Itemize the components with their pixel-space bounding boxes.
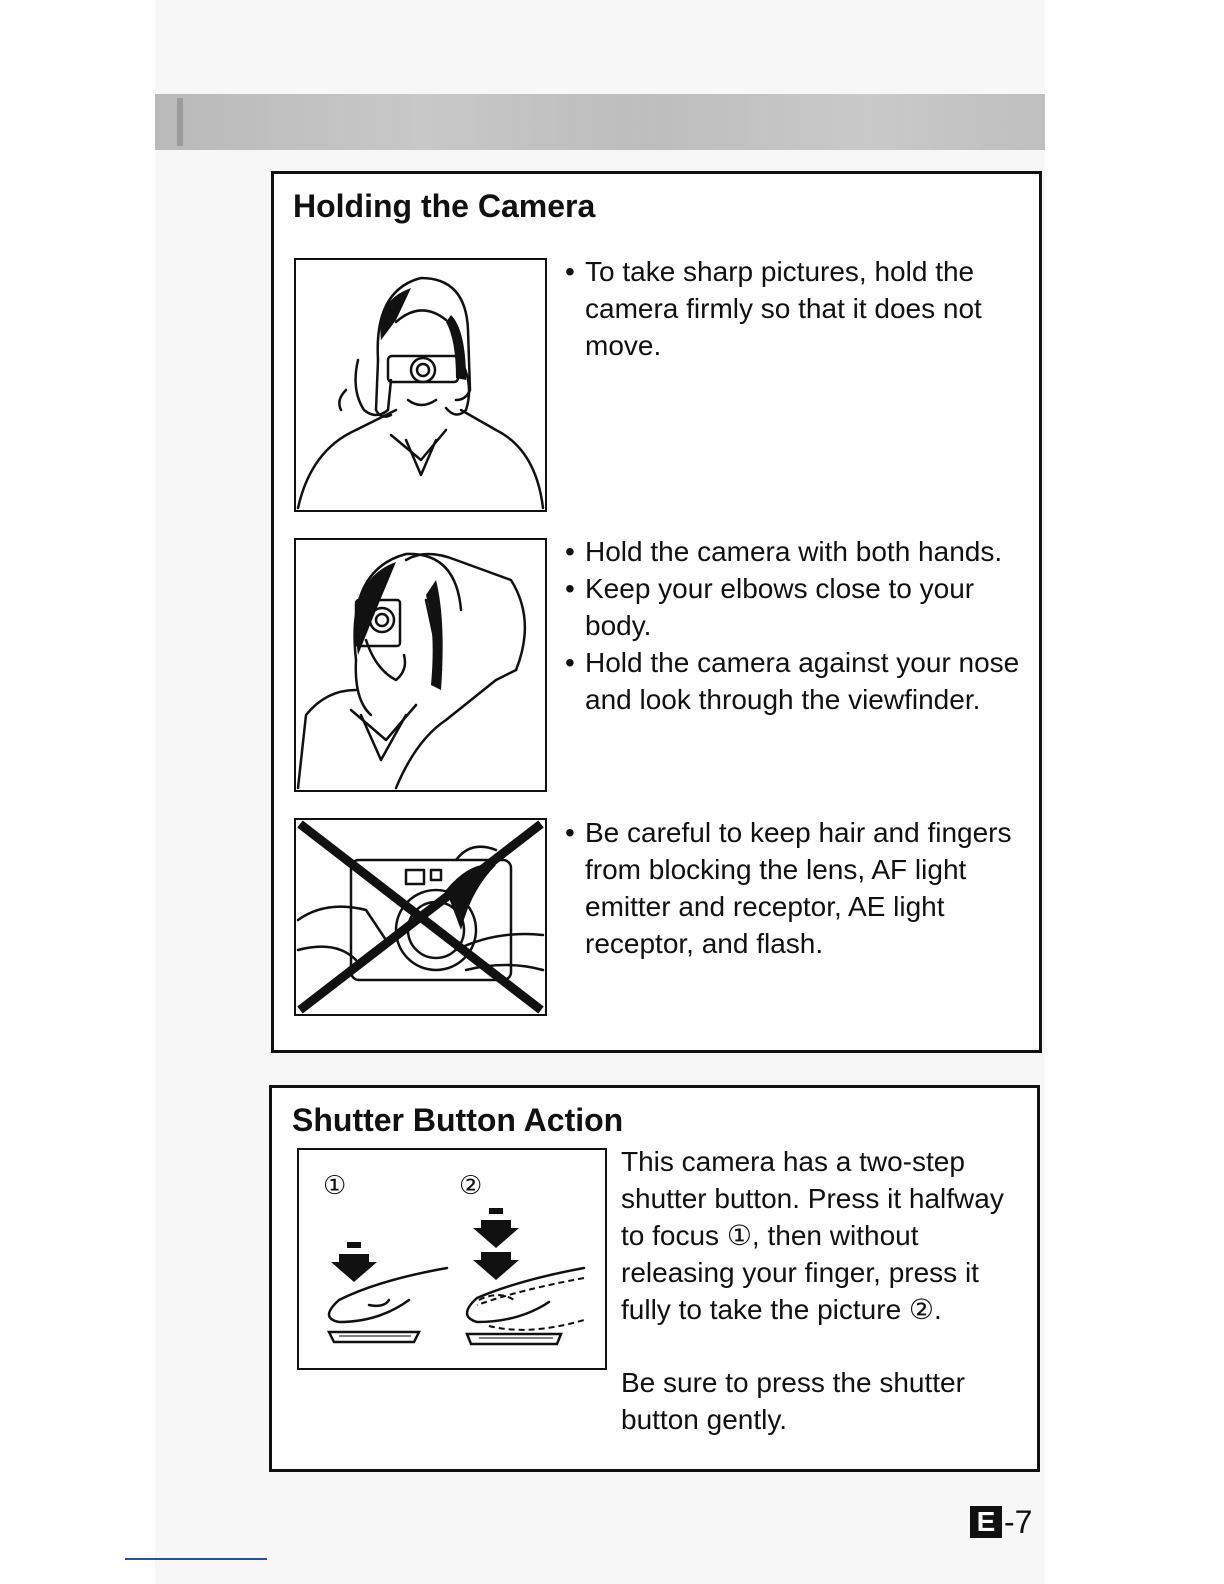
holding-tip: • Hold the camera against your nose and look through the viewfinder. [565,644,1025,718]
step-2-label: ② [459,1170,483,1200]
crossed-out-blocking-drawing [296,820,545,1014]
header-band [155,94,1045,150]
holding-tip: • Hold the camera with both hands. [565,533,1025,570]
bottom-rule [125,1558,267,1560]
holding-tips-group-2 [565,533,1025,718]
holding-tip: • To take sharp pictures, hold the camera firmly so that it does not move. [565,253,1025,364]
shutter-description: This camera has a two-step shutter button. Press it halfway to focus ①, then without releasing your finger, press it fully to take the picture ②. [621,1146,1004,1325]
holding-tips-group-3 [565,814,1025,962]
page-number-value: -7 [1004,1504,1033,1540]
holding-tips-group-1 [565,253,1025,364]
shutter-steps-illustration [297,1148,607,1370]
step-1-label: ① [323,1170,347,1200]
shutter-action-title: Shutter Button Action [292,1102,624,1138]
woman-camera-side-drawing [296,540,545,790]
page-number [970,1504,1032,1540]
header-notch [177,98,183,146]
holding-camera-title: Holding the Camera [293,188,596,224]
shutter-action-box [269,1085,1040,1472]
shutter-caution: Be sure to press the shutter button gently. [621,1367,965,1435]
holding-camera-box [271,171,1042,1053]
holding-camera-illustration-side [294,538,547,792]
language-badge: E [970,1506,1002,1538]
blocking-lens-illustration [294,818,547,1016]
holding-tip: • Be careful to keep hair and fingers from blocking the lens, AF light emitter and receptor, AE light receptor, and flash. [565,814,1025,962]
holding-tip: • Keep your elbows close to your body. [565,570,1025,644]
holding-camera-illustration-front [294,258,547,512]
woman-camera-front-drawing [296,260,545,510]
